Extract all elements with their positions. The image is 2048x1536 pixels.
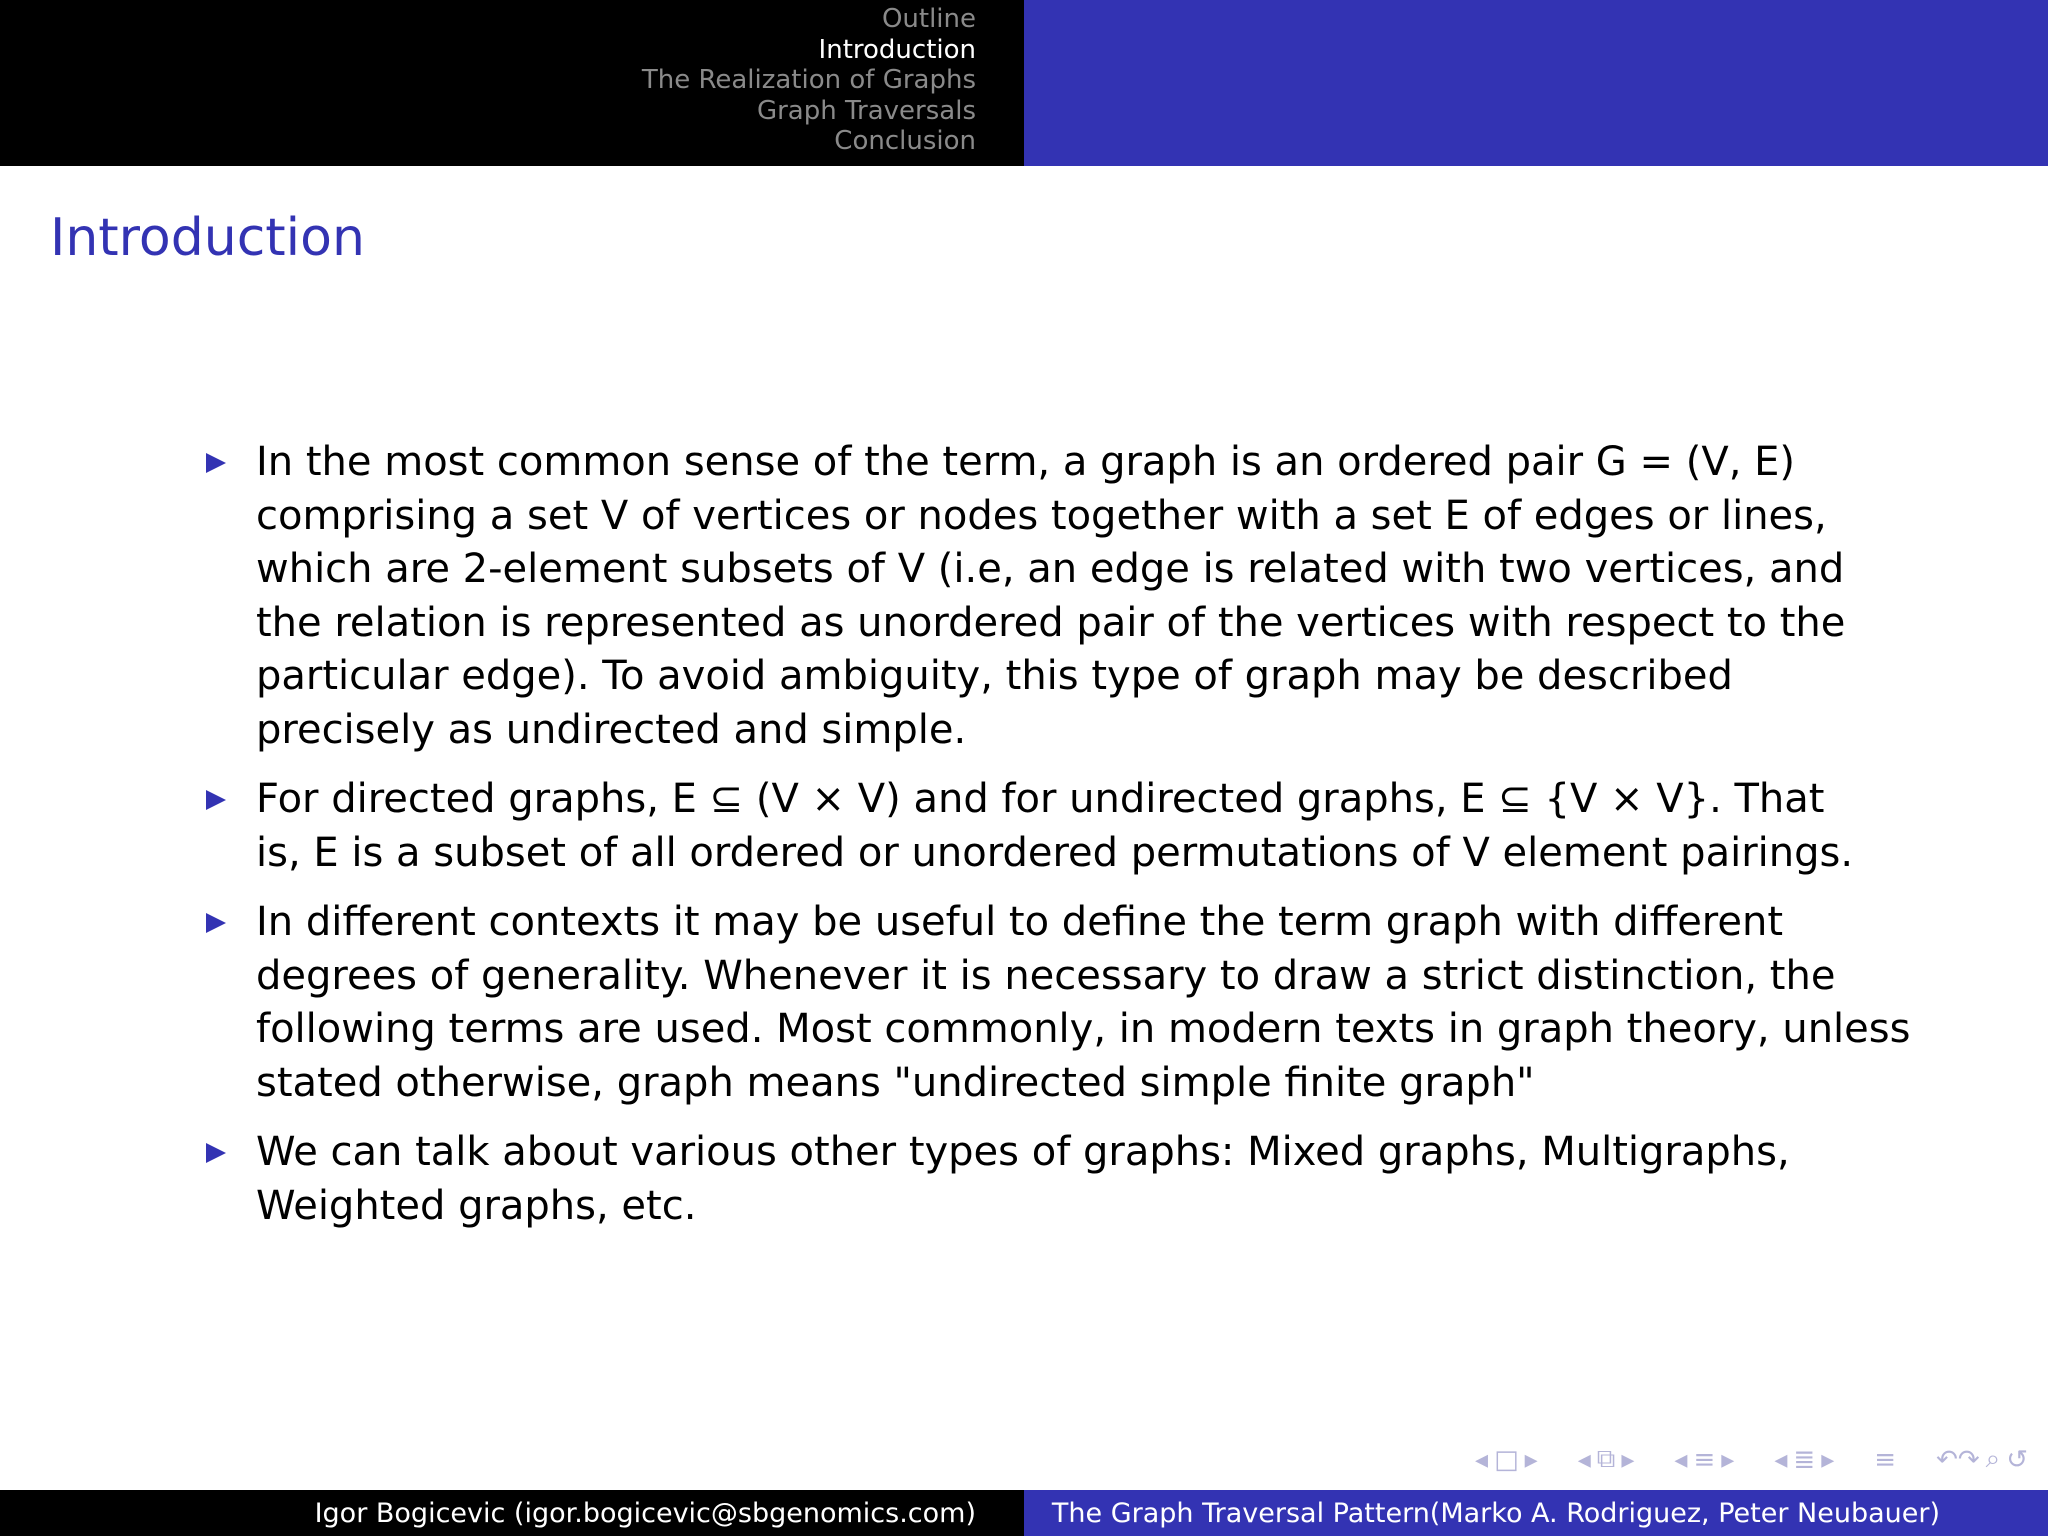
nav-outline[interactable]: Outline [881, 4, 976, 34]
header-bar [0, 0, 2048, 166]
next-frame-arrow-icon[interactable]: ▸ [1524, 1444, 1538, 1475]
document-icon[interactable]: ≣ [1793, 1444, 1816, 1475]
footer-author: Igor Bogicevic (igor.bogicevic@sbgenomics.com) [314, 1497, 976, 1529]
bullet-line: Weighted graphs, etc. [256, 1182, 697, 1229]
bullet-triangle-icon [206, 913, 226, 933]
bullet-item [204, 1126, 1904, 1233]
bullet-line: precisely as undirected and simple. [256, 706, 967, 753]
nav-introduction[interactable]: Introduction [818, 34, 976, 65]
next-subsection-arrow-icon[interactable]: ▸ [1621, 1444, 1635, 1475]
bullet-triangle-icon [206, 1143, 226, 1163]
loop-icon[interactable]: ↺ [2006, 1444, 2028, 1475]
bullet-line: stated otherwise, graph means "undirected simple finite graph" [256, 1059, 1535, 1106]
appendix-icon[interactable]: ≡ [1874, 1444, 1897, 1475]
prev-frame-arrow-icon[interactable]: ◂ [1475, 1444, 1489, 1475]
bullet-item [204, 436, 1904, 757]
section-icon[interactable]: ≡ [1693, 1444, 1716, 1475]
bullet-triangle-icon [206, 790, 226, 810]
footer-title-panel [1024, 1490, 2048, 1536]
header-blue-panel [1024, 0, 2048, 166]
footer-bar [0, 1490, 2048, 1536]
bullet-line: In the most common sense of the term, a graph is an ordered pair G = (V, E) [256, 439, 1796, 485]
nav-conclusion[interactable]: Conclusion [834, 126, 976, 156]
bullet-line: which are 2-element subsets of V (i.e, an edge is related with two vertices, and [256, 546, 1845, 592]
bullet-triangle-icon [206, 453, 226, 473]
footer-title: The Graph Traversal Pattern(Marko A. Rodriguez, Peter Neubauer) [1051, 1497, 1940, 1529]
frame-title: Introduction [50, 208, 365, 268]
next-document-arrow-icon[interactable]: ▸ [1821, 1444, 1835, 1475]
nav-realization-of-graphs[interactable]: The Realization of Graphs [641, 65, 976, 95]
back-forward-icon[interactable]: ↶↷ [1936, 1444, 1980, 1475]
bullet-line: particular edge). To avoid ambiguity, this type of graph may be described [256, 653, 1733, 699]
section-navigation [0, 0, 1024, 166]
next-section-arrow-icon[interactable]: ▸ [1721, 1444, 1735, 1475]
prev-section-arrow-icon[interactable]: ◂ [1674, 1444, 1688, 1475]
prev-subsection-arrow-icon[interactable]: ◂ [1577, 1444, 1591, 1475]
search-icon[interactable]: ⌕ [1985, 1444, 2001, 1474]
frame-icon[interactable]: □ [1494, 1444, 1519, 1475]
nav-graph-traversals[interactable]: Graph Traversals [756, 95, 976, 126]
footer-author-panel [0, 1490, 1024, 1536]
bullet-item [204, 773, 1904, 880]
prev-document-arrow-icon[interactable]: ◂ [1774, 1444, 1788, 1475]
bullet-line: comprising a set V of vertices or nodes together with a set E of edges or lines, [256, 492, 1827, 539]
bullet-line: following terms are used. Most commonly, in modern texts in graph theory, unless [256, 1006, 1911, 1052]
bullet-item [204, 896, 1911, 1110]
subsection-icon[interactable]: ⧉ [1596, 1444, 1616, 1474]
bullet-line: degrees of generality. Whenever it is necessary to draw a strict distinction, the [256, 952, 1836, 999]
bullet-line: We can talk about various other types of graphs: Mixed graphs, Multigraphs, [256, 1129, 1790, 1175]
bullet-list [204, 436, 1911, 1249]
bullet-line: is, E is a subset of all ordered or unordered permutations of V element pairings. [256, 829, 1854, 876]
bullet-line: In different contexts it may be useful to define the term graph with different [256, 899, 1784, 945]
beamer-navigation-symbols [1475, 1444, 2028, 1475]
bullet-line: the relation is represented as unordered pair of the vertices with respect to the [256, 599, 1846, 646]
bullet-line: For directed graphs, E ⊆ (V × V) and for undirected graphs, E ⊆ {V × V}. That [256, 776, 1825, 822]
